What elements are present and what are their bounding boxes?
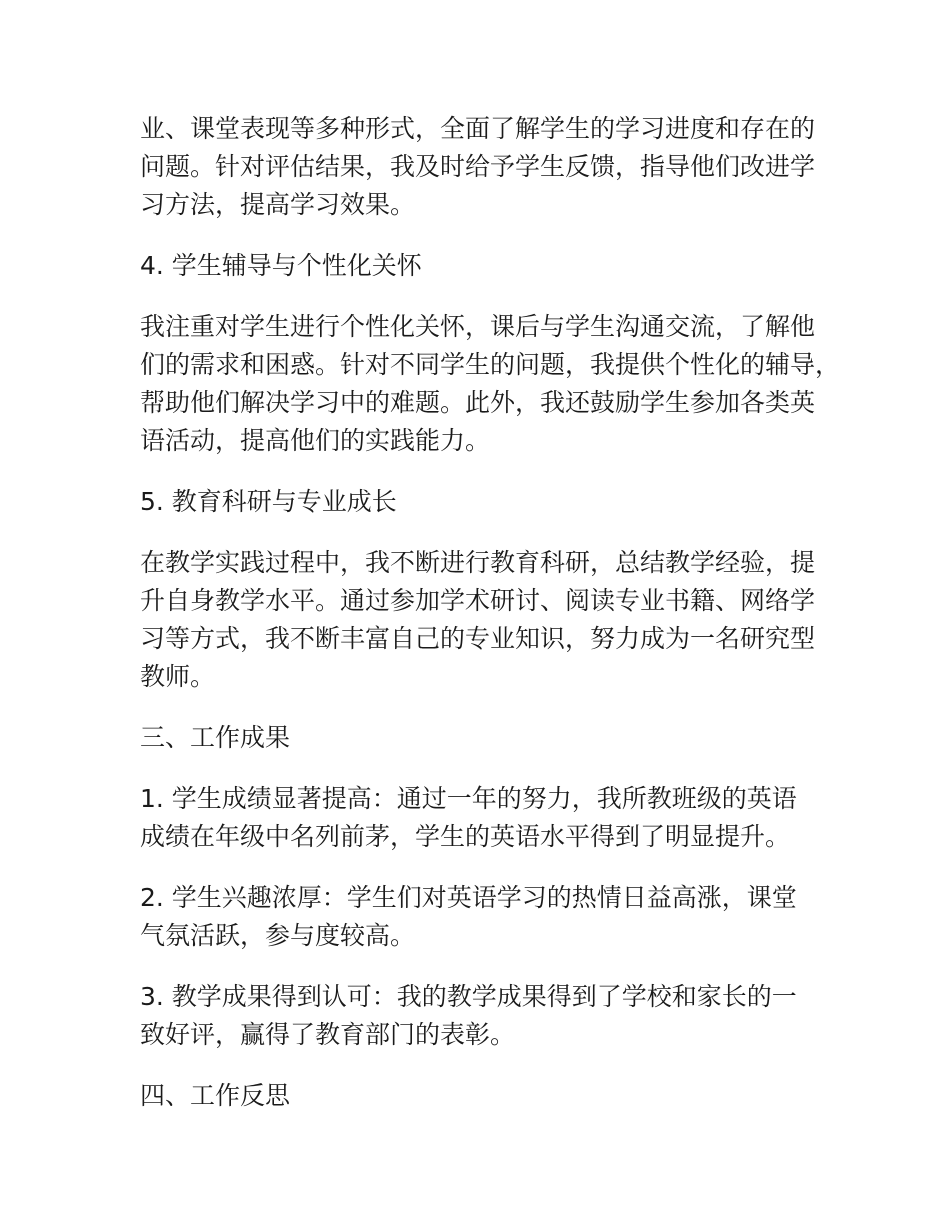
paragraph-assessment-end xyxy=(140,110,830,224)
section-heading-reflection xyxy=(140,1077,830,1115)
section-heading-results xyxy=(140,719,830,757)
result-item-grades xyxy=(140,780,830,856)
heading-text: 三、工作成果 xyxy=(140,723,291,752)
text-line: 习方法，提高学习效果。 xyxy=(140,190,416,219)
heading-text: 5. 教育科研与专业成长 xyxy=(140,487,397,516)
text-line: 2. 学生兴趣浓厚：学生们对英语学习的热情日益高涨，课堂 xyxy=(140,883,797,912)
document-page xyxy=(140,110,841,1138)
text-line: 们的需求和困惑。针对不同学生的问题，我提供个性化的辅导， xyxy=(140,350,841,379)
text-line: 业、课堂表现等多种形式，全面了解学生的学习进度和存在的 xyxy=(140,114,816,143)
text-line: 致好评，赢得了教育部门的表彰。 xyxy=(140,1020,516,1049)
text-line: 气氛活跃，参与度较高。 xyxy=(140,921,416,950)
text-line: 1. 学生成绩显著提高：通过一年的努力，我所教班级的英语 xyxy=(140,784,797,813)
text-line: 教师。 xyxy=(140,662,216,691)
text-line: 在教学实践过程中，我不断进行教育科研，总结教学经验，提 xyxy=(140,548,816,577)
text-line: 问题。针对评估结果，我及时给予学生反馈，指导他们改进学 xyxy=(140,152,816,181)
text-line: 3. 教学成果得到认可：我的教学成果得到了学校和家长的一 xyxy=(140,982,797,1011)
heading-research-growth xyxy=(140,483,830,521)
heading-text: 4. 学生辅导与个性化关怀 xyxy=(140,251,422,280)
text-line: 成绩在年级中名列前茅，学生的英语水平得到了明显提升。 xyxy=(140,822,791,851)
text-line: 升自身教学水平。通过参加学术研讨、阅读专业书籍、网络学 xyxy=(140,586,816,615)
heading-student-tutoring xyxy=(140,247,830,285)
paragraph-research-growth xyxy=(140,544,830,696)
text-line: 习等方式，我不断丰富自己的专业知识，努力成为一名研究型 xyxy=(140,624,816,653)
paragraph-student-tutoring xyxy=(140,308,841,460)
text-line: 语活动，提高他们的实践能力。 xyxy=(140,426,491,455)
result-item-interest xyxy=(140,879,830,955)
heading-text: 四、工作反思 xyxy=(140,1081,291,1110)
text-line: 帮助他们解决学习中的难题。此外，我还鼓励学生参加各类英 xyxy=(140,388,816,417)
result-item-recognition xyxy=(140,978,830,1054)
text-line: 我注重对学生进行个性化关怀，课后与学生沟通交流，了解他 xyxy=(140,312,816,341)
